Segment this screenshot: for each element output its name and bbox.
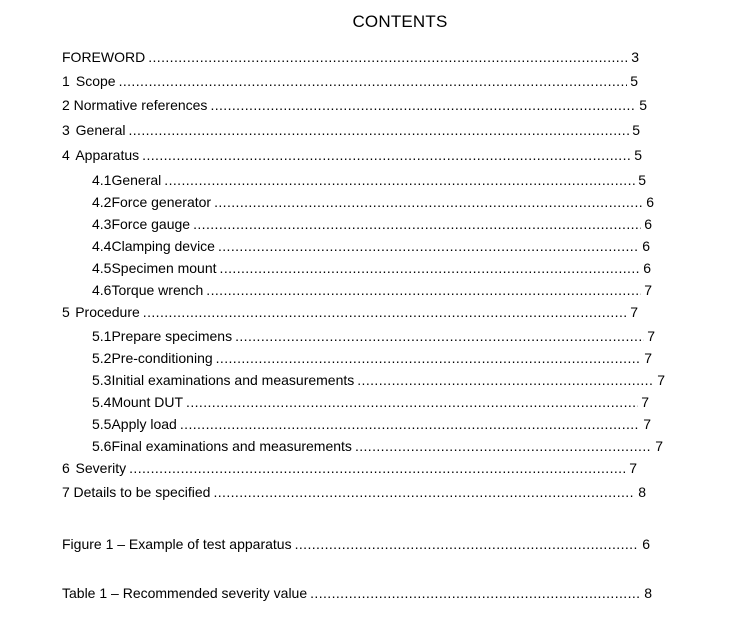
toc-entry-4-4-clamping-device[interactable] xyxy=(92,237,650,255)
toc-entry-procedure[interactable] xyxy=(62,303,638,321)
toc-entry-label: Final examinations and measurements xyxy=(111,438,352,454)
dot-leader xyxy=(119,72,628,90)
toc-entry-number: 2 xyxy=(62,97,70,113)
toc-entry-page: 6 xyxy=(642,536,650,552)
toc-entry-page: 5 xyxy=(638,172,646,188)
toc-entry-page: 7 xyxy=(647,328,655,344)
toc-entry-general[interactable] xyxy=(62,121,640,139)
toc-entry-label: Scope xyxy=(75,73,116,89)
toc-entry-5-1-prepare-specimens[interactable] xyxy=(92,327,655,345)
dot-leader xyxy=(357,371,654,389)
dot-leader xyxy=(180,415,640,433)
toc-entry-page: 7 xyxy=(657,372,665,388)
toc-entry-scope[interactable] xyxy=(62,72,638,90)
toc-entry-label: Normative references xyxy=(73,97,208,113)
dot-leader xyxy=(213,483,635,501)
toc-entry-label: Prepare specimens xyxy=(111,328,233,344)
toc-entry-page: 5 xyxy=(634,147,642,163)
toc-entry-page: 7 xyxy=(641,394,649,410)
dot-leader xyxy=(220,259,641,277)
toc-entry-page: 7 xyxy=(643,416,651,432)
dot-leader xyxy=(143,303,627,321)
toc-entry-label: Force gauge xyxy=(111,216,191,232)
toc-entry-label: Mount DUT xyxy=(111,394,184,410)
toc-entry-details-to-be-specified[interactable] xyxy=(62,483,646,501)
toc-entry-5-6-final-examinations[interactable] xyxy=(92,437,663,455)
toc-entry-page: 7 xyxy=(644,282,652,298)
toc-entry-4-5-specimen-mount[interactable] xyxy=(92,259,651,277)
toc-entry-number: 1 xyxy=(62,73,70,89)
toc-entry-label: Table 1 – Recommended severity value xyxy=(62,585,308,601)
toc-entry-5-4-mount-dut[interactable] xyxy=(92,393,649,411)
toc-entry-number: 4.2 xyxy=(92,194,112,210)
toc-entry-page: 8 xyxy=(644,585,652,601)
toc-entry-number: 4.3 xyxy=(92,216,112,232)
toc-entry-number: 4.1 xyxy=(92,172,112,188)
toc-entry-label: FOREWORD xyxy=(62,49,146,65)
toc-entry-4-3-force-gauge[interactable] xyxy=(92,215,652,233)
toc-entry-label: Apply load xyxy=(111,416,177,432)
dot-leader xyxy=(216,349,642,367)
dot-leader xyxy=(128,121,629,139)
dot-leader xyxy=(355,437,652,455)
dot-leader xyxy=(148,48,628,66)
toc-entry-page: 5 xyxy=(630,73,638,89)
toc-entry-table-1[interactable] xyxy=(62,584,652,602)
dot-leader xyxy=(310,584,641,602)
toc-entry-label: General xyxy=(75,122,126,138)
dot-leader xyxy=(214,193,643,211)
toc-entry-label: Severity xyxy=(75,460,127,476)
toc-entry-4-2-force-generator[interactable] xyxy=(92,193,654,211)
toc-entry-page: 5 xyxy=(639,97,647,113)
toc-entry-label: Pre-conditioning xyxy=(111,350,213,366)
dot-leader xyxy=(129,459,626,477)
dot-leader xyxy=(193,215,641,233)
toc-entry-label: Torque wrench xyxy=(111,282,204,298)
dot-leader xyxy=(164,171,635,189)
toc-entry-page: 3 xyxy=(631,49,639,65)
toc-entry-4-6-torque-wrench[interactable] xyxy=(92,281,652,299)
toc-entry-figure-1[interactable] xyxy=(62,535,650,553)
toc-entry-page: 8 xyxy=(638,484,646,500)
dot-leader xyxy=(142,146,631,164)
toc-entry-number: 4 xyxy=(62,147,70,163)
toc-entry-label: Procedure xyxy=(75,304,140,320)
toc-entry-label: Force generator xyxy=(111,194,212,210)
toc-entry-label: General xyxy=(111,172,162,188)
toc-entry-number: 3 xyxy=(62,122,70,138)
toc-entry-5-5-apply-load[interactable] xyxy=(92,415,651,433)
toc-entry-number: 5.5 xyxy=(92,416,112,432)
toc-entry-page: 5 xyxy=(632,122,640,138)
toc-entry-page: 6 xyxy=(643,260,651,276)
toc-entry-number: 5.1 xyxy=(92,328,112,344)
toc-entry-label: Initial examinations and measurements xyxy=(111,372,355,388)
toc-entry-page: 7 xyxy=(655,438,663,454)
toc-entry-page: 6 xyxy=(642,238,650,254)
toc-entry-number: 7 xyxy=(62,484,70,500)
toc-entry-page: 6 xyxy=(646,194,654,210)
toc-entry-foreword[interactable] xyxy=(62,48,639,66)
toc-entry-label: Details to be specified xyxy=(73,484,211,500)
toc-entry-label: Figure 1 – Example of test apparatus xyxy=(62,536,292,552)
toc-entry-number: 5.3 xyxy=(92,372,112,388)
toc-entry-apparatus[interactable] xyxy=(62,146,642,164)
toc-entry-number: 5.2 xyxy=(92,350,112,366)
toc-entry-number: 5.6 xyxy=(92,438,112,454)
page-title: CONTENTS xyxy=(352,12,448,31)
toc-entry-number: 6 xyxy=(62,460,70,476)
toc-entry-normative-references[interactable] xyxy=(62,96,647,114)
toc-entry-label: Apparatus xyxy=(75,147,140,163)
toc-entry-severity[interactable] xyxy=(62,459,637,477)
toc-entry-label: Specimen mount xyxy=(111,260,217,276)
toc-entry-number: 4.5 xyxy=(92,260,112,276)
toc-entry-number: 5 xyxy=(62,304,70,320)
toc-entry-page: 7 xyxy=(630,304,638,320)
toc-entry-page: 6 xyxy=(644,216,652,232)
dot-leader xyxy=(235,327,644,345)
toc-entry-4-1-general[interactable] xyxy=(92,171,646,189)
toc-entry-5-2-pre-conditioning[interactable] xyxy=(92,349,652,367)
toc-entry-label: Clamping device xyxy=(111,238,215,254)
toc-entry-number: 4.4 xyxy=(92,238,112,254)
dot-leader xyxy=(218,237,639,255)
dot-leader xyxy=(210,96,636,114)
toc-entry-page: 7 xyxy=(629,460,637,476)
dot-leader xyxy=(186,393,638,411)
dot-leader xyxy=(206,281,641,299)
toc-entry-number: 4.6 xyxy=(92,282,112,298)
toc-entry-number: 5.4 xyxy=(92,394,112,410)
toc-entry-page: 7 xyxy=(644,350,652,366)
dot-leader xyxy=(295,535,640,553)
toc-entry-5-3-initial-examinations[interactable] xyxy=(92,371,665,389)
